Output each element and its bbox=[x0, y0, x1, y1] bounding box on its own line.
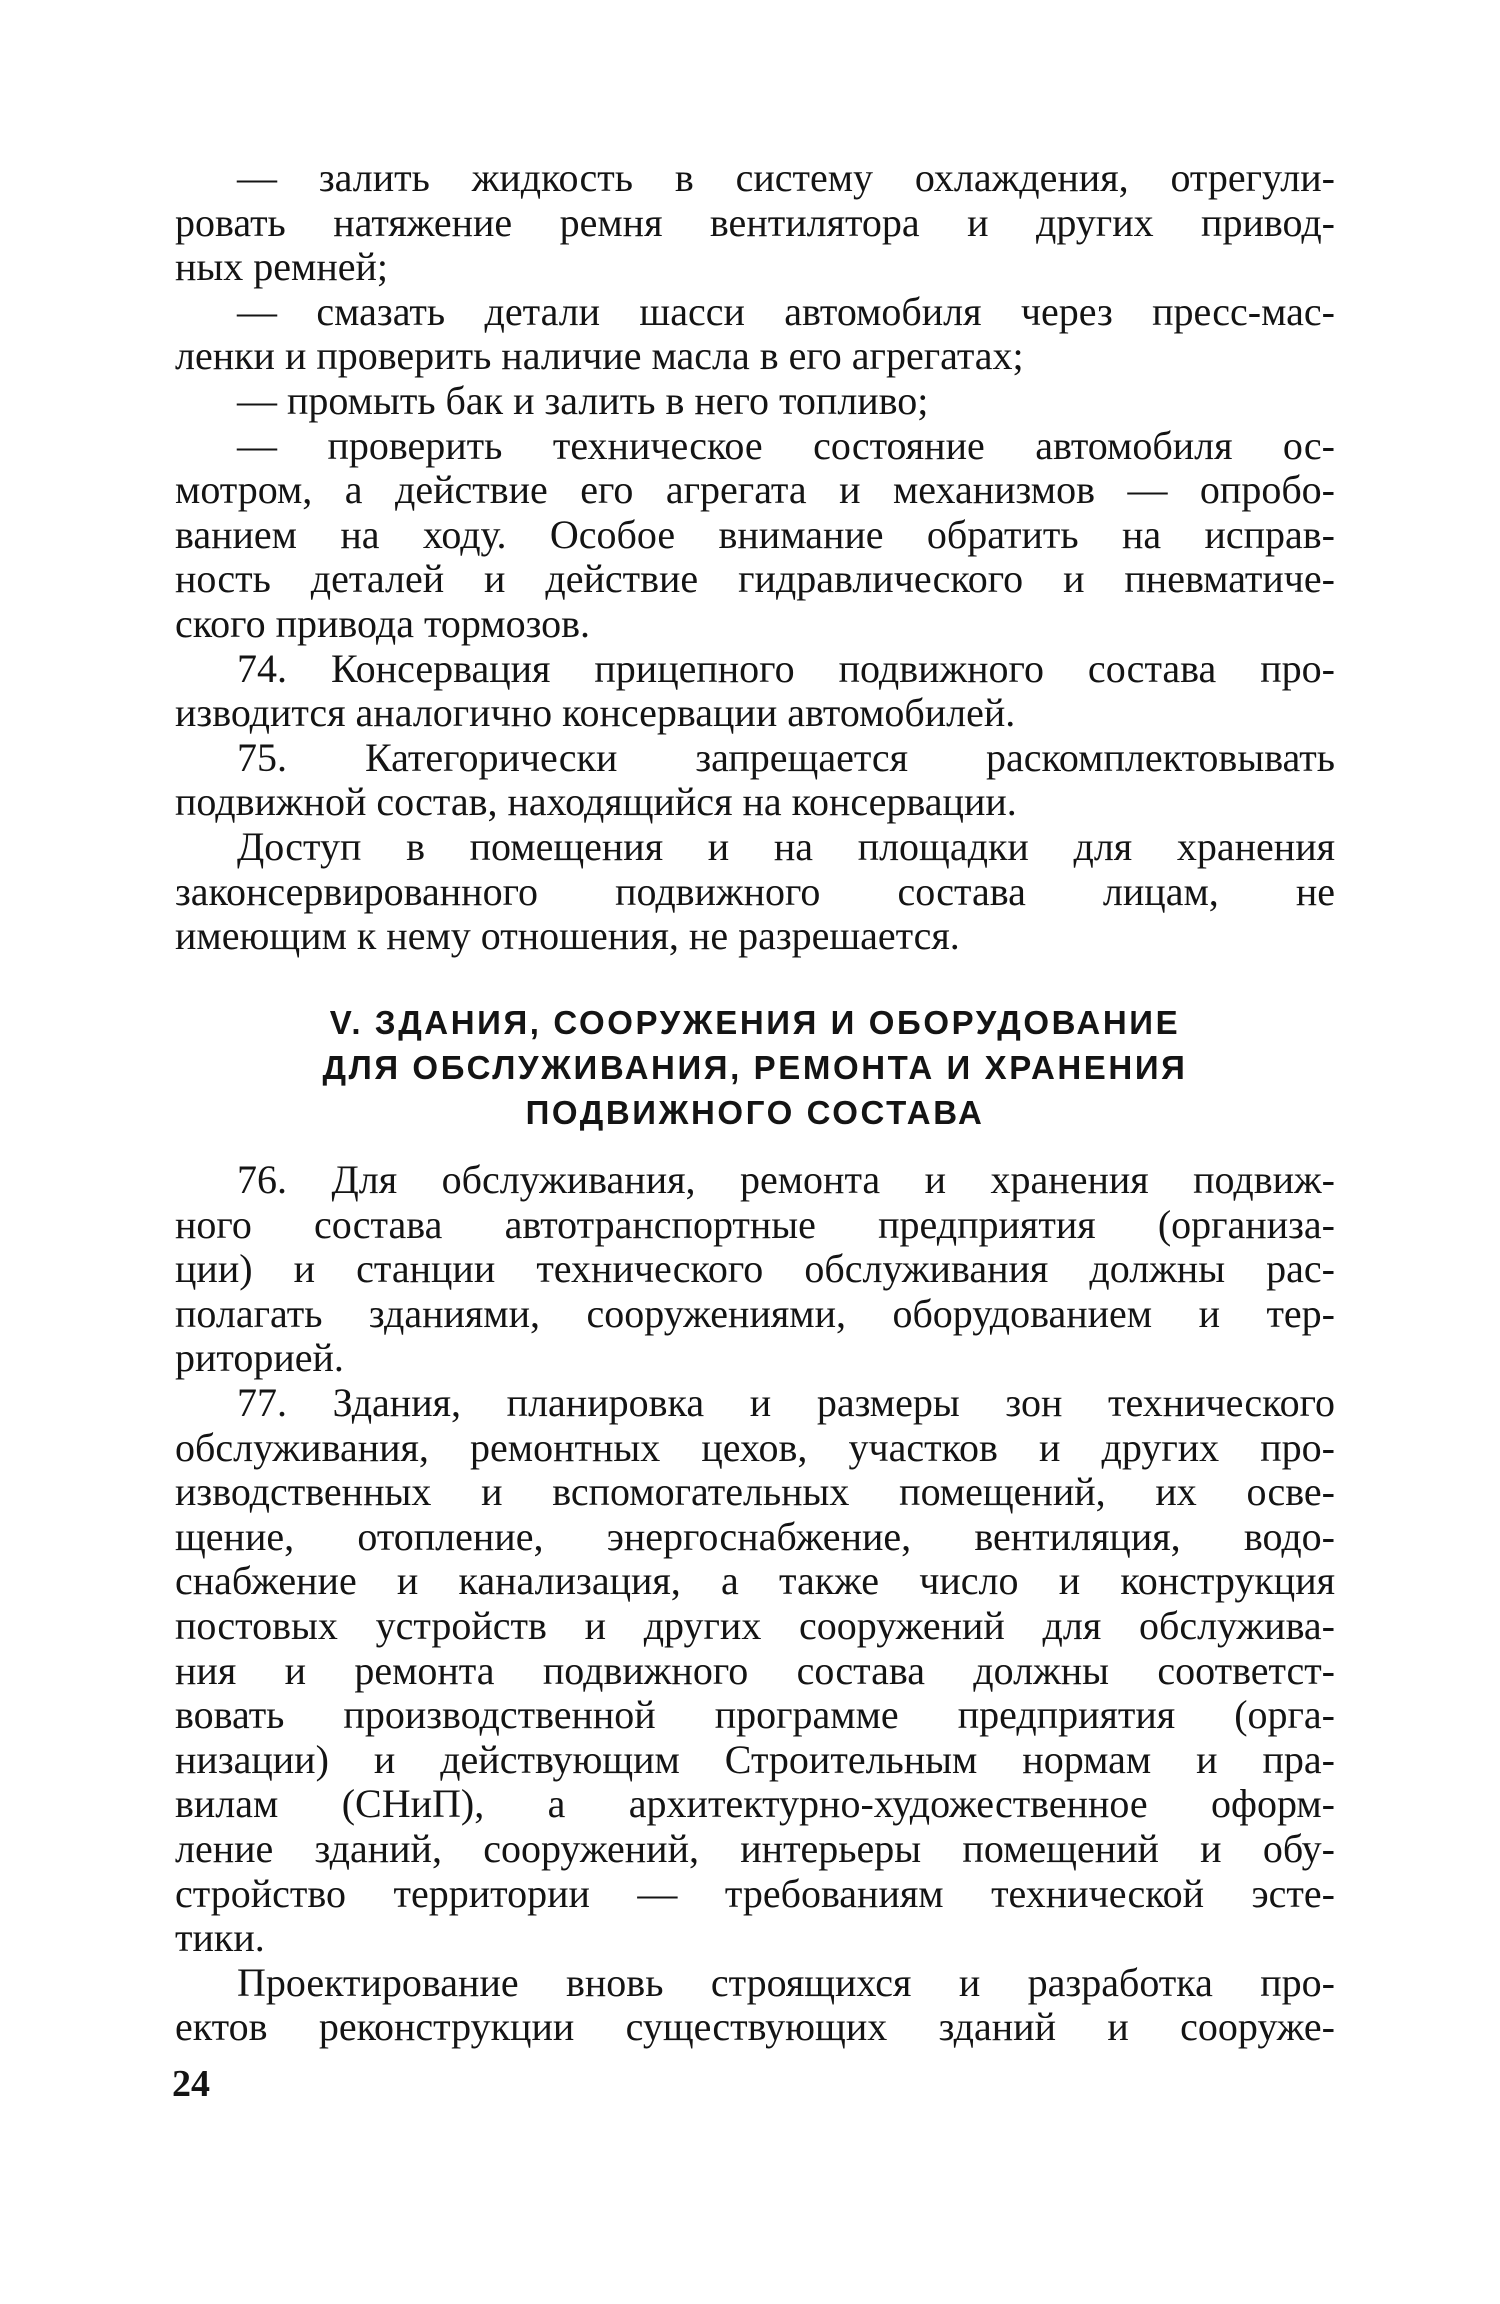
text-line: вилам (СНиП), а архитектурно-художественное оформ- bbox=[175, 1781, 1335, 1827]
heading-line: ПОДВИЖНОГО СОСТАВА bbox=[525, 1094, 985, 1131]
text-line: щение, отопление, энергоснабжение, вентиляция, водо- bbox=[175, 1513, 1335, 1559]
text-line: мотром, а действие его агрегата и механизмов — опробо- bbox=[175, 467, 1335, 513]
text-line: подвижной состав, находящийся на консервации. bbox=[175, 779, 1017, 825]
text-line: — проверить техническое состояние автомобиля ос- bbox=[237, 422, 1335, 468]
text-line: 76. Для обслуживания, ремонта и хранения подвиж- bbox=[237, 1157, 1335, 1202]
text-line: Проектирование вновь строящихся и разработка про- bbox=[237, 1959, 1335, 2005]
page-number: 24 bbox=[172, 2063, 210, 2105]
text-line: ского привода тормозов. bbox=[175, 600, 591, 646]
text-line: ность деталей и действие гидравлического и пневматиче- bbox=[175, 556, 1335, 602]
text-line: стройство территории — требованиям технической эсте- bbox=[175, 1870, 1335, 1916]
text-line: ленки и проверить наличие масла в его агрегатах; bbox=[175, 333, 1024, 379]
text-line: — смазать детали шасси автомобиля через пресс-мас- bbox=[237, 288, 1335, 334]
text-line: 74. Консервация прицепного подвижного состава про- bbox=[237, 645, 1335, 691]
text-line: тики. bbox=[175, 1915, 265, 1961]
text-line: ния и ремонта подвижного состава должны соответст- bbox=[175, 1647, 1335, 1693]
text-line: риторией. bbox=[175, 1335, 344, 1381]
text-line: Доступ в помещения и на площадки для хранения bbox=[237, 823, 1335, 869]
text-line: 77. Здания, планировка и размеры зон технического bbox=[237, 1379, 1335, 1425]
section-heading bbox=[175, 1000, 1335, 1135]
text-line: ного состава автотранспортные предприятия (организа- bbox=[175, 1201, 1335, 1247]
text-line: ектов реконструкции существующих зданий и сооруже- bbox=[175, 2004, 1335, 2050]
body-text-top bbox=[175, 156, 1335, 959]
text-line: — промыть бак и залить в него топливо; bbox=[237, 377, 929, 423]
text-line: вовать производственной программе предприятия (орга- bbox=[175, 1692, 1335, 1738]
text-line: обслуживания, ремонтных цехов, участков и других про- bbox=[175, 1424, 1335, 1470]
text-line: ных ремней; bbox=[175, 244, 389, 290]
text-line: — залить жидкость в систему охлаждения, отрегули- bbox=[237, 155, 1335, 200]
text-line: изводится аналогично консервации автомобилей. bbox=[175, 690, 1016, 736]
text-line: низации) и действующим Строительным нормам и пра- bbox=[175, 1736, 1335, 1782]
text-line: ции) и станции технического обслуживания должны рас- bbox=[175, 1246, 1335, 1292]
body-text-bottom bbox=[175, 1158, 1335, 2050]
text-line: ванием на ходу. Особое внимание обратить на исправ- bbox=[175, 511, 1335, 557]
text-line: ление зданий, сооружений, интерьеры помещений и обу- bbox=[175, 1825, 1335, 1871]
heading-line: V. ЗДАНИЯ, СООРУЖЕНИЯ И ОБОРУДОВАНИЕ bbox=[329, 1004, 1181, 1041]
text-line: законсервированного подвижного состава лицам, не bbox=[175, 868, 1335, 914]
heading-line: ДЛЯ ОБСЛУЖИВАНИЯ, РЕМОНТА И ХРАНЕНИЯ bbox=[322, 1049, 1188, 1086]
text-line: постовых устройств и других сооружений для обслужива- bbox=[175, 1602, 1335, 1648]
text-line: имеющим к нему отношения, не разрешается. bbox=[175, 913, 960, 959]
text-line: 75. Категорически запрещается раскомплектовывать bbox=[237, 734, 1335, 780]
text-line: изводственных и вспомогательных помещений, их осве- bbox=[175, 1469, 1335, 1515]
text-line: снабжение и канализация, а также число и конструкция bbox=[175, 1558, 1335, 1604]
text-line: ровать натяжение ремня вентилятора и других привод- bbox=[175, 199, 1335, 245]
text-line: полагать зданиями, сооружениями, оборудованием и тер- bbox=[175, 1290, 1335, 1336]
